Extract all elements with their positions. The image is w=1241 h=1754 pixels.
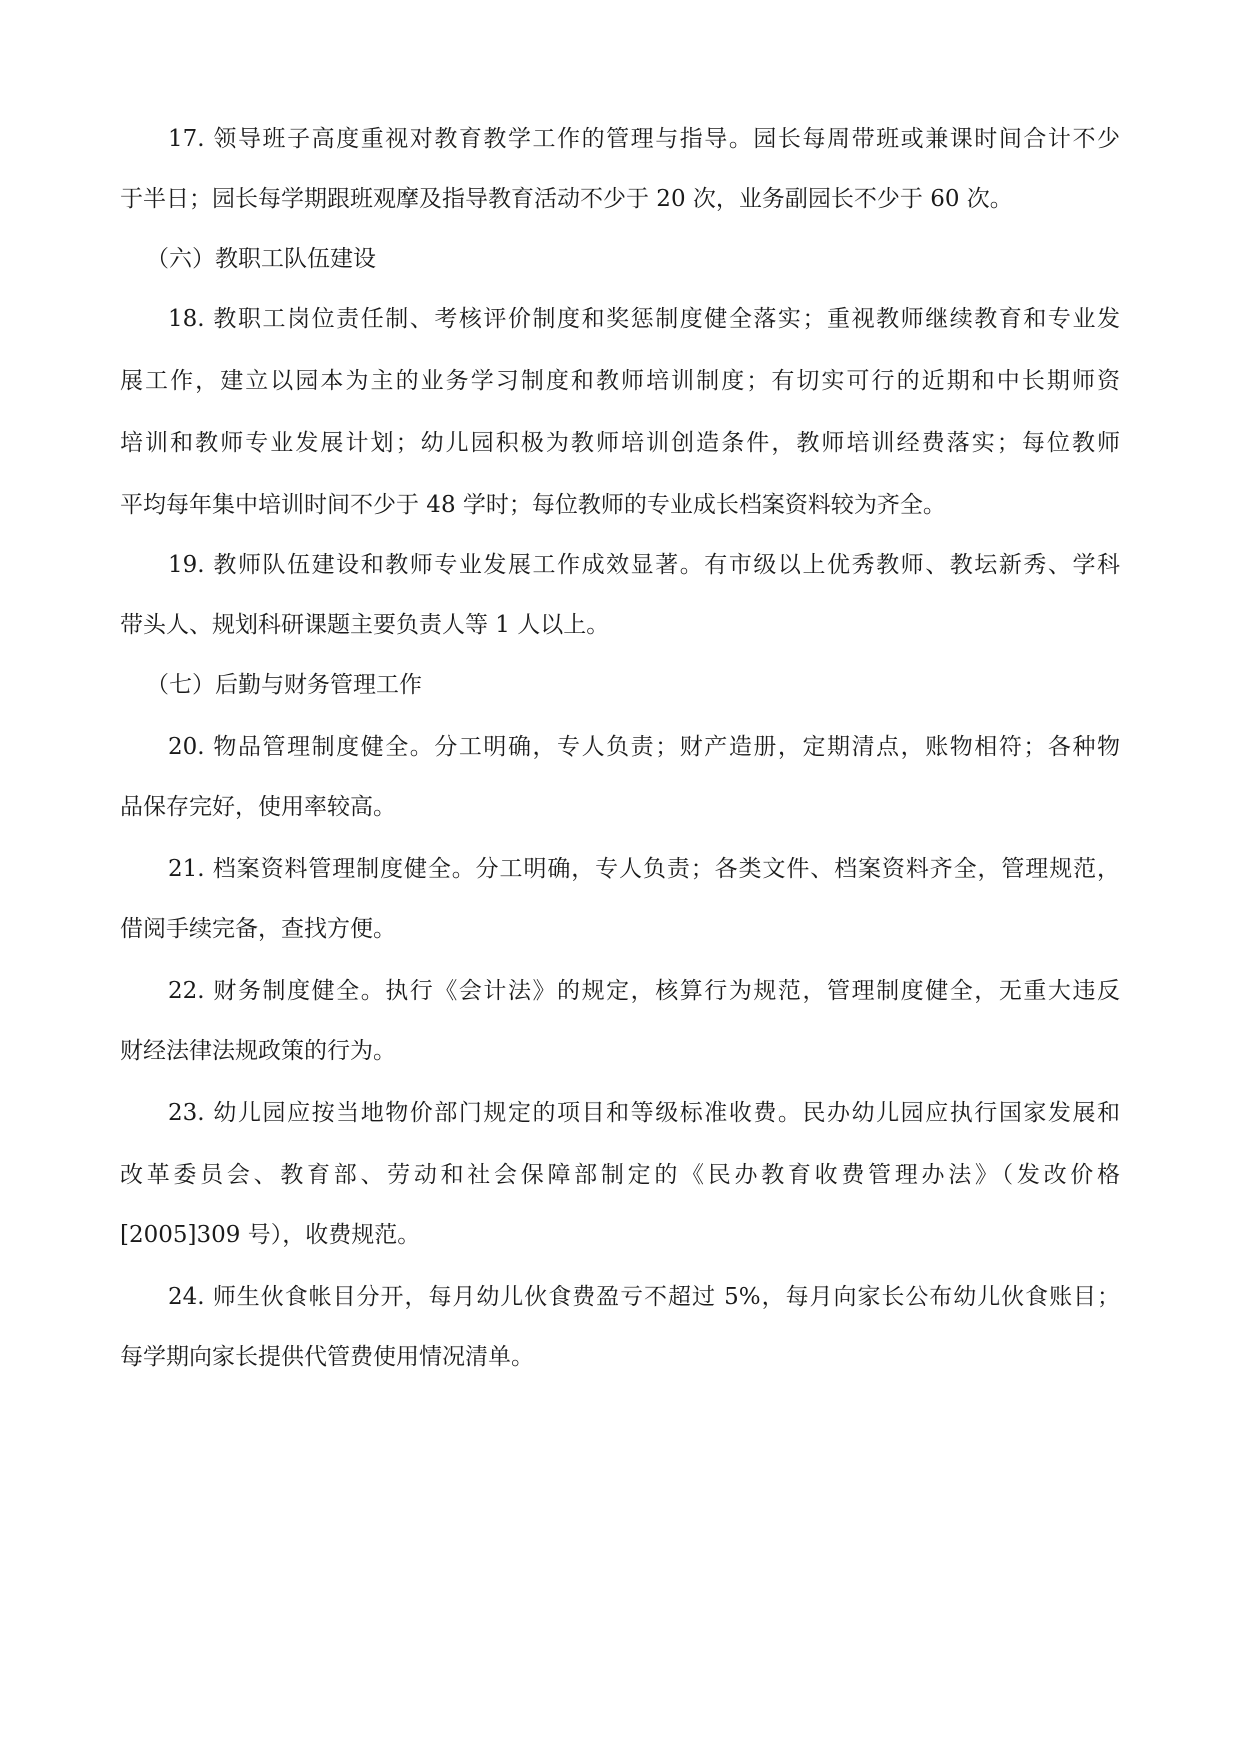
paragraph-21-line-2: 借阅手续完备，查找方便。 (120, 916, 396, 942)
paragraph-20-line-1: 20. 物品管理制度健全。分工明确，专人负责；财产造册，定期清点，账物相符；各种物 (168, 734, 1120, 760)
section-heading-6: （六）教职工队伍建设 (146, 246, 376, 272)
paragraph-24-line-1: 24. 师生伙食帐目分开，每月幼儿伙食费盈亏不超过 5%，每月向家长公布幼儿伙食账目； (168, 1284, 1120, 1310)
paragraph-20-line-2: 品保存完好，使用率较高。 (120, 794, 396, 820)
paragraph-18-line-4: 平均每年集中培训时间不少于 48 学时；每位教师的专业成长档案资料较为齐全。 (120, 492, 946, 518)
paragraph-18-line-3: 培训和教师专业发展计划；幼儿园积极为教师培训创造条件，教师培训经费落实；每位教师 (120, 430, 1120, 456)
paragraph-18-line-2: 展工作，建立以园本为主的业务学习制度和教师培训制度；有切实可行的近期和中长期师资 (120, 368, 1120, 394)
paragraph-23-line-1: 23. 幼儿园应按当地物价部门规定的项目和等级标准收费。民办幼儿园应执行国家发展和 (168, 1100, 1120, 1126)
paragraph-19-line-1: 19. 教师队伍建设和教师专业发展工作成效显著。有市级以上优秀教师、教坛新秀、学科 (168, 552, 1120, 578)
paragraph-17-line-1: 17. 领导班子高度重视对教育教学工作的管理与指导。园长每周带班或兼课时间合计不少 (168, 126, 1120, 152)
paragraph-17-line-2: 于半日；园长每学期跟班观摩及指导教育活动不少于 20 次，业务副园长不少于 60 次。 (120, 186, 1013, 212)
section-heading-7: （七）后勤与财务管理工作 (146, 672, 422, 698)
paragraph-24-line-2: 每学期向家长提供代管费使用情况清单。 (120, 1344, 534, 1370)
paragraph-21-line-1: 21. 档案资料管理制度健全。分工明确，专人负责；各类文件、档案资料齐全，管理规范， (168, 856, 1120, 882)
paragraph-18-line-1: 18. 教职工岗位责任制、考核评价制度和奖惩制度健全落实；重视教师继续教育和专业发 (168, 306, 1120, 332)
paragraph-19-line-2: 带头人、规划科研课题主要负责人等 1 人以上。 (120, 612, 610, 638)
paragraph-23-line-2: 改革委员会、教育部、劳动和社会保障部制定的《民办教育收费管理办法》（发改价格 (120, 1162, 1120, 1188)
paragraph-22-line-1: 22. 财务制度健全。执行《会计法》的规定，核算行为规范，管理制度健全，无重大违反 (168, 978, 1120, 1004)
paragraph-22-line-2: 财经法律法规政策的行为。 (120, 1038, 396, 1064)
paragraph-23-line-3: [2005]309 号），收费规范。 (120, 1222, 421, 1248)
